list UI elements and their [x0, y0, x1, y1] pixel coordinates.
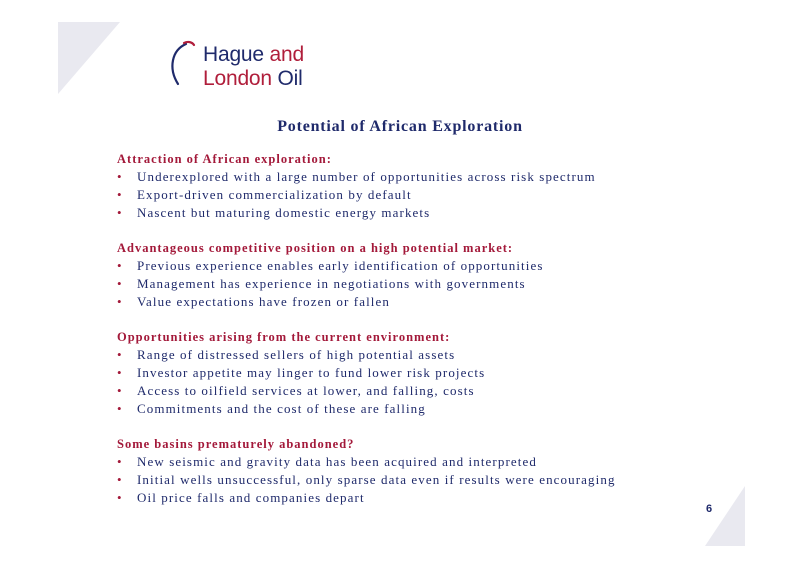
list-item-text: Initial wells unsuccessful, only sparse data even if results were encouraging — [137, 472, 616, 487]
bullet-list — [117, 453, 717, 507]
list-item — [117, 364, 717, 382]
section-attraction — [117, 150, 717, 222]
list-item-text: Value expectations have frozen or fallen — [137, 294, 390, 309]
bullet-icon: • — [117, 187, 123, 202]
bullet-icon: • — [117, 383, 123, 398]
bullet-list — [117, 168, 717, 222]
logo-word-hague: Hague — [203, 43, 264, 66]
list-item-text: Export-driven commercialization by default — [137, 187, 412, 202]
bullet-icon: • — [117, 258, 123, 273]
list-item — [117, 453, 717, 471]
list-item — [117, 346, 717, 364]
list-item — [117, 471, 717, 489]
company-logo — [166, 40, 336, 98]
list-item — [117, 186, 717, 204]
bullet-icon: • — [117, 365, 123, 380]
list-item-text: Underexplored with a large number of opportunities across risk spectrum — [137, 169, 596, 184]
bullet-icon: • — [117, 472, 123, 487]
section-heading: Attraction of African exploration: — [117, 152, 332, 166]
list-item — [117, 168, 717, 186]
list-item — [117, 489, 717, 507]
bullet-icon: • — [117, 490, 123, 505]
bullet-icon: • — [117, 294, 123, 309]
bullet-icon: • — [117, 205, 123, 220]
list-item — [117, 275, 717, 293]
list-item — [117, 204, 717, 222]
section-opportunities — [117, 328, 717, 418]
bullet-icon: • — [117, 276, 123, 291]
slide-content — [117, 150, 717, 524]
section-heading: Advantageous competitive position on a high potential market: — [117, 241, 514, 255]
logo-text-line2 — [203, 67, 303, 91]
section-heading: Some basins prematurely abandoned? — [117, 437, 355, 451]
logo-text-line1 — [203, 43, 304, 67]
bullet-icon: • — [117, 347, 123, 362]
section-abandoned-basins — [117, 435, 717, 507]
list-item-text: Management has experience in negotiations with governments — [137, 276, 526, 291]
bullet-icon: • — [117, 454, 123, 469]
logo-word-london: London — [203, 67, 272, 90]
list-item — [117, 293, 717, 311]
list-item-text: Range of distressed sellers of high potential assets — [137, 347, 456, 362]
logo-word-oil: Oil — [277, 67, 303, 90]
list-item-text: Investor appetite may linger to fund lower risk projects — [137, 365, 486, 380]
list-item-text: Commitments and the cost of these are falling — [137, 401, 426, 416]
bullet-list — [117, 346, 717, 418]
bullet-icon: • — [117, 169, 123, 184]
list-item — [117, 382, 717, 400]
list-item-text: Access to oilfield services at lower, and falling, costs — [137, 383, 475, 398]
list-item-text: Previous experience enables early identification of opportunities — [137, 258, 544, 273]
list-item-text: Oil price falls and companies depart — [137, 490, 365, 505]
bullet-icon: • — [117, 401, 123, 416]
list-item — [117, 400, 717, 418]
corner-decoration-top-left — [58, 22, 120, 94]
page-number: 6 — [706, 503, 713, 515]
logo-word-and: and — [269, 43, 304, 66]
section-heading: Opportunities arising from the current environment: — [117, 330, 451, 344]
slide-title: Potential of African Exploration — [277, 118, 523, 135]
section-competitive-position — [117, 239, 717, 311]
list-item-text: New seismic and gravity data has been acquired and interpreted — [137, 454, 537, 469]
list-item — [117, 257, 717, 275]
bullet-list — [117, 257, 717, 311]
crescent-arc-logo-icon — [166, 40, 202, 90]
list-item-text: Nascent but maturing domestic energy markets — [137, 205, 431, 220]
